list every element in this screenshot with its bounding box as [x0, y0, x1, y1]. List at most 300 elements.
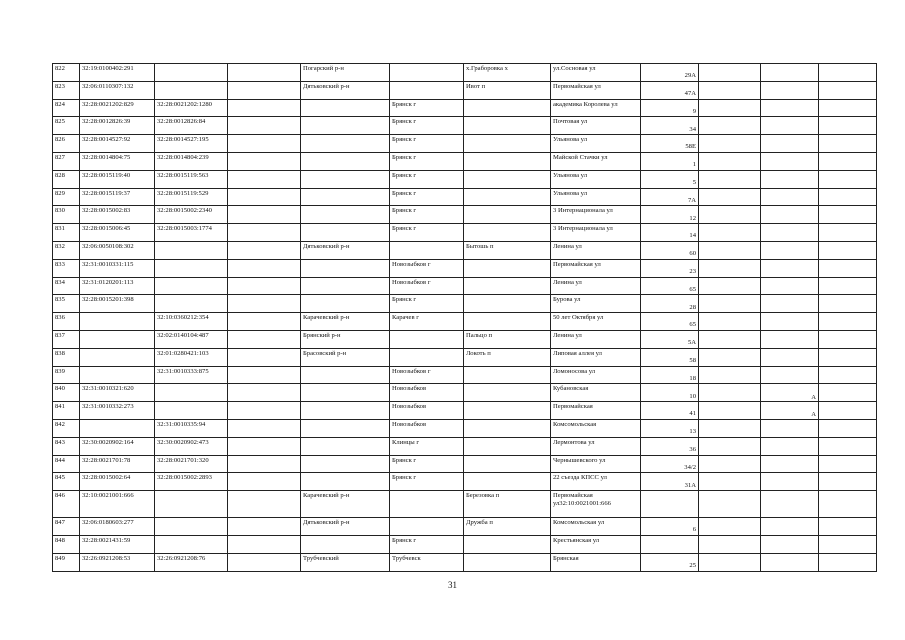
house-number-cell: 47А — [641, 81, 699, 99]
house-number-cell: 60 — [641, 241, 699, 259]
letter-mark-cell — [761, 206, 819, 224]
empty-cell — [699, 473, 761, 491]
table-row — [53, 348, 877, 366]
building-cadastral-number-cell — [155, 241, 228, 259]
empty-cell — [228, 295, 301, 313]
empty-cell — [699, 491, 761, 518]
row-number-cell: 826 — [53, 135, 80, 153]
city-cell: Трубчевск — [390, 553, 464, 571]
cadastral-number-cell: 32:10:0021001:666 — [80, 491, 155, 518]
empty-cell — [699, 99, 761, 117]
street-cell: Ульянова ул — [551, 170, 641, 188]
building-cadastral-number-cell: 32:28:0012826:84 — [155, 117, 228, 135]
district-cell — [301, 402, 390, 420]
house-number-cell — [641, 491, 699, 518]
empty-cell — [819, 259, 877, 277]
empty-cell — [228, 259, 301, 277]
empty-cell — [819, 277, 877, 295]
empty-cell — [699, 348, 761, 366]
district-cell — [301, 437, 390, 455]
district-cell: Карачевский р-н — [301, 313, 390, 331]
district-cell — [301, 117, 390, 135]
row-number-cell: 839 — [53, 366, 80, 384]
district-cell — [301, 419, 390, 437]
table-row — [53, 188, 877, 206]
empty-cell — [699, 330, 761, 348]
cadastral-number-cell — [80, 366, 155, 384]
house-number-cell: 5А — [641, 330, 699, 348]
cadastral-number-cell: 32:31:0120201:113 — [80, 277, 155, 295]
row-number-cell: 846 — [53, 491, 80, 518]
register-table — [52, 63, 877, 572]
empty-cell — [699, 518, 761, 536]
empty-cell — [699, 152, 761, 170]
letter-mark-cell — [761, 117, 819, 135]
empty-cell — [819, 224, 877, 242]
district-cell: Карачевский р-н — [301, 491, 390, 518]
locality-cell — [464, 99, 551, 117]
empty-cell — [819, 135, 877, 153]
locality-cell — [464, 455, 551, 473]
house-number-cell: 34 — [641, 117, 699, 135]
building-cadastral-number-cell — [155, 491, 228, 518]
street-cell: Кубановская — [551, 384, 641, 402]
district-cell — [301, 188, 390, 206]
locality-cell — [464, 170, 551, 188]
building-cadastral-number-cell — [155, 259, 228, 277]
row-number-cell: 843 — [53, 437, 80, 455]
locality-cell — [464, 224, 551, 242]
city-cell — [390, 491, 464, 518]
letter-mark-cell: А — [761, 402, 819, 420]
cadastral-number-cell: 32:06:0180603:277 — [80, 518, 155, 536]
street-cell: Первомайская ул — [551, 259, 641, 277]
city-cell: Новозыбков — [390, 419, 464, 437]
city-cell — [390, 241, 464, 259]
empty-cell — [699, 366, 761, 384]
street-cell: Крестьянская ул — [551, 535, 641, 553]
house-number-cell: 28 — [641, 295, 699, 313]
district-cell — [301, 170, 390, 188]
empty-cell — [228, 152, 301, 170]
empty-cell — [228, 518, 301, 536]
cadastral-number-cell: 32:28:0015119:40 — [80, 170, 155, 188]
locality-cell — [464, 152, 551, 170]
street-cell: ул.Сосновая ул — [551, 64, 641, 82]
street-cell: 50 лет Октября ул — [551, 313, 641, 331]
empty-cell — [228, 402, 301, 420]
row-number-cell: 832 — [53, 241, 80, 259]
empty-cell — [819, 348, 877, 366]
table-row — [53, 64, 877, 82]
house-number-cell: 65 — [641, 277, 699, 295]
city-cell — [390, 348, 464, 366]
row-number-cell: 840 — [53, 384, 80, 402]
cadastral-number-cell: 32:28:0021431:59 — [80, 535, 155, 553]
table-row — [53, 81, 877, 99]
cadastral-number-cell: 32:28:0014804:75 — [80, 152, 155, 170]
empty-cell — [819, 491, 877, 518]
empty-cell — [228, 366, 301, 384]
table-row — [53, 384, 877, 402]
empty-cell — [699, 437, 761, 455]
city-cell: Новозыбков г — [390, 366, 464, 384]
building-cadastral-number-cell: 32:01:0280421:103 — [155, 348, 228, 366]
row-number-cell: 844 — [53, 455, 80, 473]
street-cell: Комсомольская ул — [551, 518, 641, 536]
row-number-cell: 828 — [53, 170, 80, 188]
empty-cell — [819, 99, 877, 117]
empty-cell — [699, 64, 761, 82]
empty-cell — [228, 277, 301, 295]
district-cell — [301, 384, 390, 402]
locality-cell — [464, 366, 551, 384]
letter-mark-cell — [761, 348, 819, 366]
building-cadastral-number-cell — [155, 64, 228, 82]
street-cell: Чернышевского ул — [551, 455, 641, 473]
empty-cell — [228, 241, 301, 259]
row-number-cell: 848 — [53, 535, 80, 553]
locality-cell — [464, 313, 551, 331]
empty-cell — [819, 518, 877, 536]
building-cadastral-number-cell: 32:28:0015002:2340 — [155, 206, 228, 224]
house-number-cell: 23 — [641, 259, 699, 277]
empty-cell — [228, 473, 301, 491]
cadastral-number-cell: 32:30:0020902:164 — [80, 437, 155, 455]
letter-mark-cell — [761, 553, 819, 571]
empty-cell — [699, 553, 761, 571]
district-cell — [301, 135, 390, 153]
cadastral-number-cell: 32:31:0010321:620 — [80, 384, 155, 402]
letter-mark-cell — [761, 152, 819, 170]
city-cell: Брянск г — [390, 135, 464, 153]
empty-cell — [699, 135, 761, 153]
cadastral-number-cell: 32:28:0015006:45 — [80, 224, 155, 242]
building-cadastral-number-cell: 32:26:0921208:76 — [155, 553, 228, 571]
district-cell — [301, 206, 390, 224]
street-cell: Комсомольская — [551, 419, 641, 437]
empty-cell — [819, 152, 877, 170]
row-number-cell: 829 — [53, 188, 80, 206]
letter-mark-cell — [761, 366, 819, 384]
city-cell: Брянск г — [390, 188, 464, 206]
empty-cell — [228, 384, 301, 402]
table-row — [53, 491, 877, 518]
locality-cell: Локоть п — [464, 348, 551, 366]
locality-cell — [464, 277, 551, 295]
locality-cell — [464, 473, 551, 491]
cadastral-number-cell: 32:06:0110307:132 — [80, 81, 155, 99]
city-cell: Клинцы г — [390, 437, 464, 455]
empty-cell — [228, 81, 301, 99]
city-cell: Новозыбков г — [390, 259, 464, 277]
empty-cell — [699, 402, 761, 420]
table-body — [53, 64, 877, 572]
house-number-cell: 29А — [641, 64, 699, 82]
row-number-cell: 834 — [53, 277, 80, 295]
cadastral-number-cell — [80, 348, 155, 366]
street-cell: Ленина ул — [551, 277, 641, 295]
row-number-cell: 836 — [53, 313, 80, 331]
building-cadastral-number-cell: 32:28:0015002:2893 — [155, 473, 228, 491]
empty-cell — [228, 170, 301, 188]
house-number-cell: 58 — [641, 348, 699, 366]
row-number-cell: 847 — [53, 518, 80, 536]
row-number-cell: 822 — [53, 64, 80, 82]
cadastral-number-cell — [80, 419, 155, 437]
house-number-cell: 65 — [641, 313, 699, 331]
table-row — [53, 99, 877, 117]
building-cadastral-number-cell — [155, 535, 228, 553]
street-cell: Бурова ул — [551, 295, 641, 313]
building-cadastral-number-cell — [155, 384, 228, 402]
empty-cell — [819, 206, 877, 224]
letter-mark-cell: А — [761, 384, 819, 402]
street-cell: академика Королева ул — [551, 99, 641, 117]
table-row — [53, 518, 877, 536]
building-cadastral-number-cell: 32:30:0020902:473 — [155, 437, 228, 455]
table-row — [53, 313, 877, 331]
row-number-cell: 833 — [53, 259, 80, 277]
row-number-cell: 845 — [53, 473, 80, 491]
building-cadastral-number-cell: 32:10:0360212:354 — [155, 313, 228, 331]
empty-cell — [228, 553, 301, 571]
letter-mark-cell — [761, 491, 819, 518]
table-row — [53, 206, 877, 224]
empty-cell — [819, 402, 877, 420]
empty-cell — [228, 330, 301, 348]
empty-cell — [819, 473, 877, 491]
city-cell — [390, 81, 464, 99]
empty-cell — [699, 117, 761, 135]
house-number-cell: 13 — [641, 419, 699, 437]
cadastral-number-cell: 32:28:0015119:37 — [80, 188, 155, 206]
empty-cell — [699, 241, 761, 259]
cadastral-number-cell: 32:28:0021202:829 — [80, 99, 155, 117]
empty-cell — [819, 455, 877, 473]
street-cell: Ломоносова ул — [551, 366, 641, 384]
empty-cell — [699, 170, 761, 188]
empty-cell — [699, 295, 761, 313]
house-number-cell: 7А — [641, 188, 699, 206]
locality-cell — [464, 402, 551, 420]
letter-mark-cell — [761, 224, 819, 242]
house-number-cell: 6 — [641, 518, 699, 536]
row-number-cell: 842 — [53, 419, 80, 437]
house-number-cell: 12 — [641, 206, 699, 224]
empty-cell — [819, 419, 877, 437]
house-number-cell: 25 — [641, 553, 699, 571]
building-cadastral-number-cell — [155, 402, 228, 420]
empty-cell — [228, 419, 301, 437]
letter-mark-cell — [761, 295, 819, 313]
city-cell: Брянск г — [390, 224, 464, 242]
building-cadastral-number-cell: 32:31:0010335:94 — [155, 419, 228, 437]
row-number-cell: 823 — [53, 81, 80, 99]
locality-cell: Бытошь п — [464, 241, 551, 259]
table-row — [53, 259, 877, 277]
locality-cell — [464, 384, 551, 402]
locality-cell — [464, 535, 551, 553]
street-cell: Майской Стачки ул — [551, 152, 641, 170]
empty-cell — [819, 366, 877, 384]
city-cell: Брянск г — [390, 473, 464, 491]
building-cadastral-number-cell — [155, 277, 228, 295]
street-cell: Первомайская ул — [551, 81, 641, 99]
empty-cell — [699, 224, 761, 242]
empty-cell — [819, 553, 877, 571]
cadastral-number-cell: 32:31:0010332:273 — [80, 402, 155, 420]
letter-mark-cell — [761, 313, 819, 331]
letter-mark-cell — [761, 437, 819, 455]
city-cell: Брянск г — [390, 295, 464, 313]
district-cell — [301, 152, 390, 170]
cadastral-number-cell — [80, 313, 155, 331]
empty-cell — [228, 64, 301, 82]
city-cell: Брянск г — [390, 455, 464, 473]
building-cadastral-number-cell — [155, 295, 228, 313]
district-cell: Дятьковский р-н — [301, 81, 390, 99]
district-cell: Погарский р-н — [301, 64, 390, 82]
city-cell: Брянск г — [390, 99, 464, 117]
street-cell: Брянская — [551, 553, 641, 571]
house-number-cell: 14 — [641, 224, 699, 242]
empty-cell — [228, 99, 301, 117]
building-cadastral-number-cell: 32:28:0015119:529 — [155, 188, 228, 206]
district-cell — [301, 224, 390, 242]
empty-cell — [699, 277, 761, 295]
district-cell — [301, 259, 390, 277]
street-cell: Почтовая ул — [551, 117, 641, 135]
cadastral-number-cell: 32:28:0021701:78 — [80, 455, 155, 473]
locality-cell — [464, 295, 551, 313]
street-cell: Ульянова ул — [551, 188, 641, 206]
cadastral-number-cell: 32:31:0010331:115 — [80, 259, 155, 277]
letter-mark-cell — [761, 419, 819, 437]
empty-cell — [228, 135, 301, 153]
empty-cell — [699, 535, 761, 553]
cadastral-number-cell: 32:28:0014527:92 — [80, 135, 155, 153]
locality-cell — [464, 419, 551, 437]
city-cell: Новозыбков г — [390, 277, 464, 295]
locality-cell: Пальцо п — [464, 330, 551, 348]
table-row — [53, 152, 877, 170]
empty-cell — [699, 81, 761, 99]
letter-mark-cell — [761, 64, 819, 82]
table-row — [53, 419, 877, 437]
row-number-cell: 849 — [53, 553, 80, 571]
row-number-cell: 838 — [53, 348, 80, 366]
city-cell — [390, 330, 464, 348]
empty-cell — [819, 535, 877, 553]
street-cell: Ульянова ул — [551, 135, 641, 153]
locality-cell: Березовка п — [464, 491, 551, 518]
empty-cell — [819, 117, 877, 135]
row-number-cell: 830 — [53, 206, 80, 224]
empty-cell — [228, 313, 301, 331]
city-cell: Брянск г — [390, 117, 464, 135]
district-cell — [301, 473, 390, 491]
table-row — [53, 170, 877, 188]
building-cadastral-number-cell: 32:02:0140104:487 — [155, 330, 228, 348]
house-number-cell: 5 — [641, 170, 699, 188]
empty-cell — [819, 384, 877, 402]
empty-cell — [228, 535, 301, 553]
city-cell: Брянск г — [390, 152, 464, 170]
table-row — [53, 295, 877, 313]
table-row — [53, 402, 877, 420]
letter-mark-cell — [761, 170, 819, 188]
building-cadastral-number-cell: 32:28:0015119:563 — [155, 170, 228, 188]
district-cell: Дятьковский р-н — [301, 241, 390, 259]
table-row — [53, 117, 877, 135]
locality-cell: Дружба п — [464, 518, 551, 536]
district-cell: Дятьковский р-н — [301, 518, 390, 536]
letter-mark-cell — [761, 455, 819, 473]
table-row — [53, 437, 877, 455]
building-cadastral-number-cell: 32:28:0021202:1280 — [155, 99, 228, 117]
table-row — [53, 553, 877, 571]
locality-cell — [464, 206, 551, 224]
house-number-cell: 58Е — [641, 135, 699, 153]
letter-mark-cell — [761, 277, 819, 295]
district-cell — [301, 535, 390, 553]
district-cell — [301, 295, 390, 313]
street-cell: 3 Интернационала ул — [551, 224, 641, 242]
empty-cell — [699, 313, 761, 331]
street-cell: 3 Интернационала ул — [551, 206, 641, 224]
empty-cell — [699, 419, 761, 437]
empty-cell — [699, 206, 761, 224]
empty-cell — [228, 206, 301, 224]
cadastral-number-cell: 32:19:0100402:291 — [80, 64, 155, 82]
locality-cell — [464, 135, 551, 153]
city-cell: Брянск г — [390, 535, 464, 553]
building-cadastral-number-cell: 32:28:0021701:320 — [155, 455, 228, 473]
empty-cell — [819, 330, 877, 348]
letter-mark-cell — [761, 259, 819, 277]
empty-cell — [819, 188, 877, 206]
house-number-cell: 18 — [641, 366, 699, 384]
street-cell: Первомайская — [551, 402, 641, 420]
empty-cell — [228, 455, 301, 473]
empty-cell — [228, 437, 301, 455]
street-cell: Первомайская ул32:10:0021001:666 — [551, 491, 641, 518]
district-cell: Брянский р-н — [301, 330, 390, 348]
house-number-cell: 10 — [641, 384, 699, 402]
empty-cell — [228, 491, 301, 518]
street-cell: Ленина ул — [551, 330, 641, 348]
building-cadastral-number-cell: 32:31:0010333:875 — [155, 366, 228, 384]
district-cell — [301, 277, 390, 295]
city-cell: Карачев г — [390, 313, 464, 331]
city-cell — [390, 64, 464, 82]
house-number-cell: 9 — [641, 99, 699, 117]
empty-cell — [228, 224, 301, 242]
cadastral-number-cell: 32:28:0015201:398 — [80, 295, 155, 313]
table-row — [53, 473, 877, 491]
page-number: 31 — [448, 580, 457, 590]
empty-cell — [699, 259, 761, 277]
cadastral-number-cell: 32:06:0050108:302 — [80, 241, 155, 259]
city-cell: Новозыбков — [390, 402, 464, 420]
table-row — [53, 277, 877, 295]
street-cell: Лермонтова ул — [551, 437, 641, 455]
letter-mark-cell — [761, 241, 819, 259]
district-cell — [301, 455, 390, 473]
table-row — [53, 366, 877, 384]
building-cadastral-number-cell — [155, 518, 228, 536]
